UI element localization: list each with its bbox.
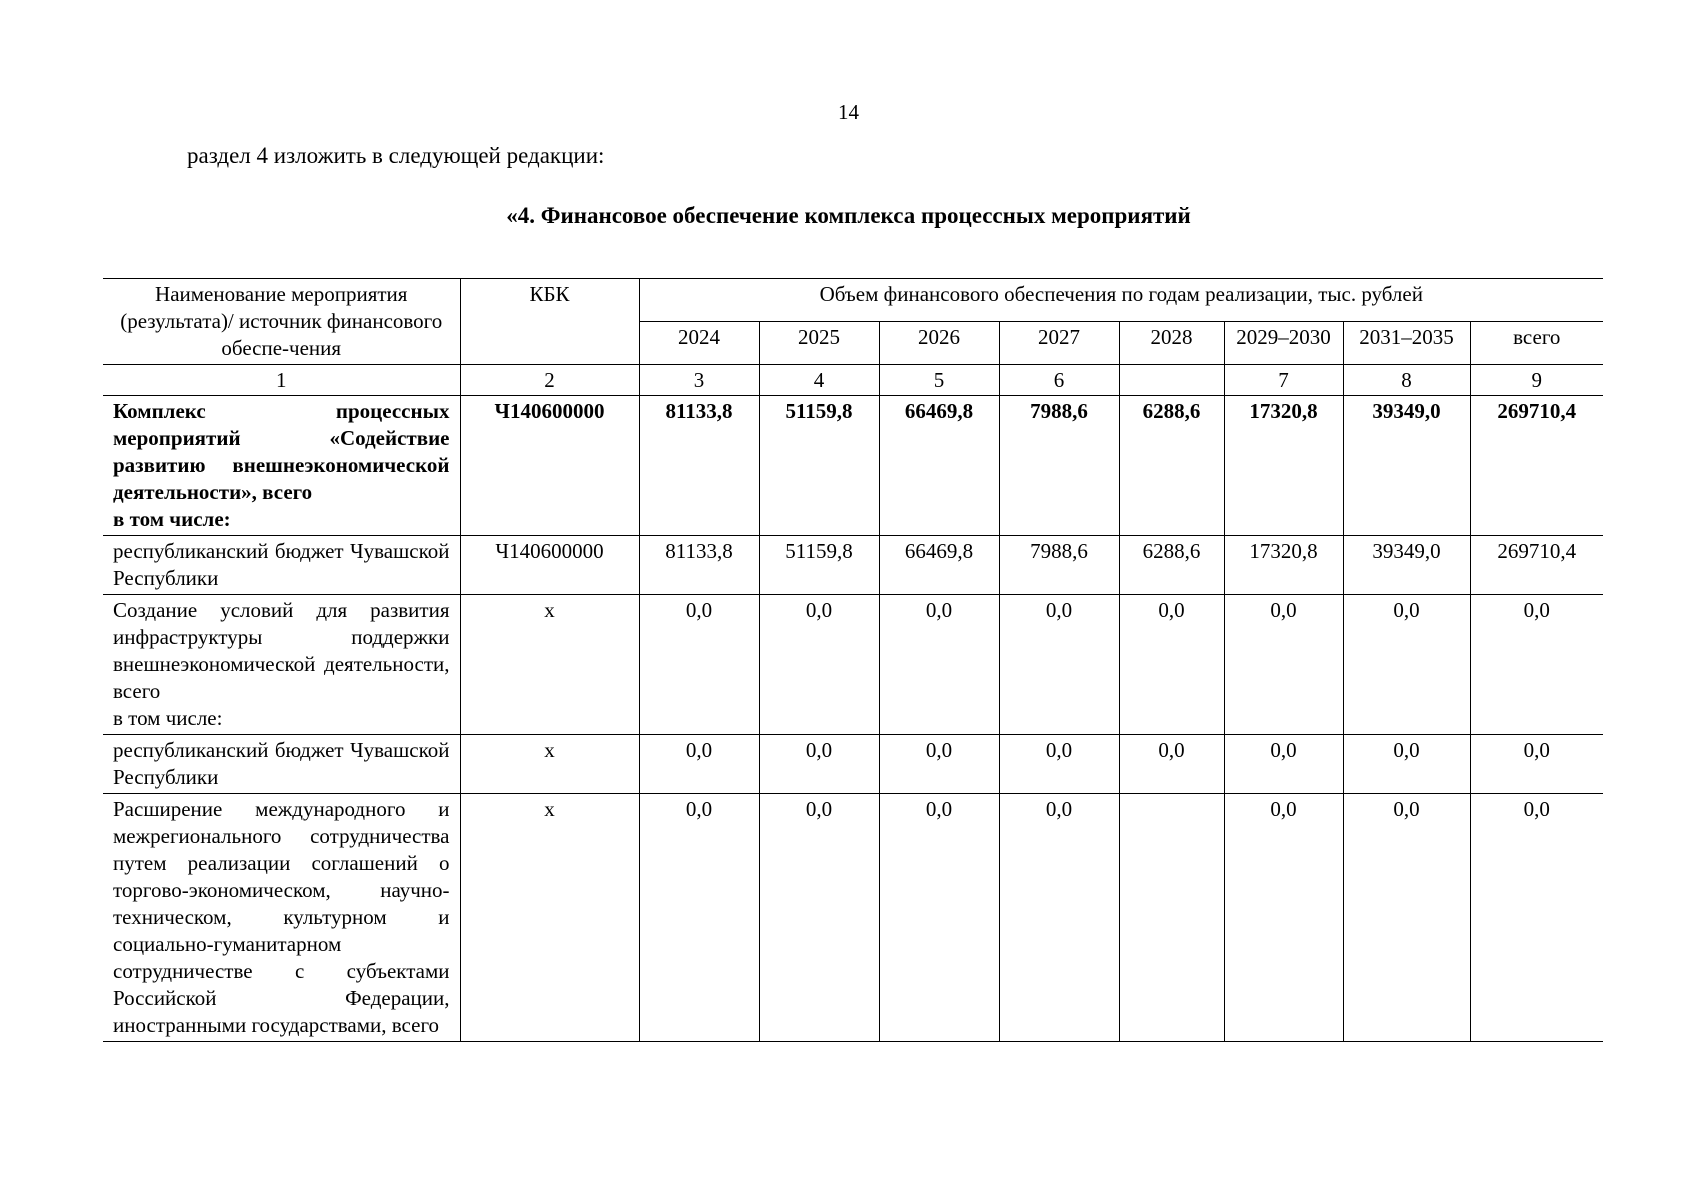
row-value: 0,0 [759, 735, 879, 794]
row-value: 0,0 [879, 735, 999, 794]
column-number: 9 [1470, 365, 1603, 396]
column-number: 3 [639, 365, 759, 396]
row-value: 0,0 [759, 794, 879, 1042]
row-value: 0,0 [1224, 595, 1343, 735]
row-value: 7988,6 [999, 396, 1119, 536]
row-value [1119, 794, 1224, 1042]
row-value: 0,0 [879, 794, 999, 1042]
header-name: Наименование мероприятия (результата)/ источник финансового обеспе-чения [103, 279, 460, 365]
header-year: 2026 [879, 322, 999, 365]
table-row [103, 396, 1603, 536]
column-number: 8 [1343, 365, 1470, 396]
column-number: 6 [999, 365, 1119, 396]
row-value: 0,0 [1343, 595, 1470, 735]
row-sub: в том числе: [113, 706, 223, 730]
row-kbk: Ч140600000 [460, 396, 639, 536]
column-number-row [103, 365, 1603, 396]
row-value: 269710,4 [1470, 536, 1603, 595]
row-value: 17320,8 [1224, 396, 1343, 536]
row-name: республиканский бюджет Чувашской Республики [103, 735, 460, 794]
row-value: 51159,8 [759, 396, 879, 536]
header-year: 2031–2035 [1343, 322, 1470, 365]
row-name-cell [103, 396, 460, 536]
row-value: 0,0 [1470, 735, 1603, 794]
row-value: 66469,8 [879, 536, 999, 595]
row-name: Расширение международного и межрегионального сотрудничества путем реализации соглашений о торгово-экономическом, научно-техническом, культурном и социально-гуманитарном сотрудничестве с субъектами Российской Федерации, иностранными государствами, всего [103, 794, 460, 1042]
table-row [103, 595, 1603, 735]
row-name-cell [103, 595, 460, 735]
row-value: 0,0 [1470, 595, 1603, 735]
row-value: 0,0 [1343, 794, 1470, 1042]
row-value: 17320,8 [1224, 536, 1343, 595]
row-value: 0,0 [639, 794, 759, 1042]
table-row [103, 536, 1603, 595]
row-value: 0,0 [759, 595, 879, 735]
row-value: 0,0 [999, 794, 1119, 1042]
header-row-group [103, 279, 1603, 322]
table-row [103, 735, 1603, 794]
header-year: всего [1470, 322, 1603, 365]
row-value: 0,0 [1470, 794, 1603, 1042]
row-value: 0,0 [879, 595, 999, 735]
row-value: 39349,0 [1343, 396, 1470, 536]
header-year: 2027 [999, 322, 1119, 365]
row-value: 0,0 [1224, 794, 1343, 1042]
section-title: «4. Финансовое обеспечение комплекса процессных мероприятий [506, 203, 1191, 228]
row-name: Комплекс процессных мероприятий «Содействие развитию внешнеэкономической деятельности», всего [113, 399, 450, 504]
row-value: 6288,6 [1119, 396, 1224, 536]
row-value: 0,0 [1224, 735, 1343, 794]
row-value: 81133,8 [639, 396, 759, 536]
row-kbk: х [460, 735, 639, 794]
row-value: 0,0 [1119, 735, 1224, 794]
table-row [103, 794, 1603, 1042]
header-year: 2024 [639, 322, 759, 365]
header-year: 2028 [1119, 322, 1224, 365]
row-value: 6288,6 [1119, 536, 1224, 595]
column-number: 5 [879, 365, 999, 396]
intro-text: раздел 4 изложить в следующей редакции: [187, 143, 605, 168]
row-sub: в том числе: [113, 507, 231, 531]
header-kbk: КБК [460, 279, 639, 365]
row-value: 7988,6 [999, 536, 1119, 595]
row-value: 51159,8 [759, 536, 879, 595]
page-number: 14 [838, 100, 859, 124]
row-value: 81133,8 [639, 536, 759, 595]
row-kbk: Ч140600000 [460, 536, 639, 595]
column-number: 7 [1224, 365, 1343, 396]
row-kbk: х [460, 595, 639, 735]
header-volume: Объем финансового обеспечения по годам реализации, тыс. рублей [639, 279, 1603, 322]
row-value: 0,0 [639, 595, 759, 735]
column-number: 2 [460, 365, 639, 396]
row-value: 66469,8 [879, 396, 999, 536]
row-name: республиканский бюджет Чувашской Республики [103, 536, 460, 595]
row-value: 269710,4 [1470, 396, 1603, 536]
row-value: 39349,0 [1343, 536, 1470, 595]
column-number [1119, 365, 1224, 396]
row-value: 0,0 [639, 735, 759, 794]
row-value: 0,0 [999, 595, 1119, 735]
row-value: 0,0 [1343, 735, 1470, 794]
row-value: 0,0 [1119, 595, 1224, 735]
financing-table [103, 278, 1603, 1042]
row-kbk: х [460, 794, 639, 1042]
row-name: Создание условий для развития инфраструктуры поддержки внешнеэкономической деятельности, всего [113, 598, 450, 703]
header-year: 2029–2030 [1224, 322, 1343, 365]
column-number: 4 [759, 365, 879, 396]
column-number: 1 [103, 365, 460, 396]
header-year: 2025 [759, 322, 879, 365]
row-value: 0,0 [999, 735, 1119, 794]
